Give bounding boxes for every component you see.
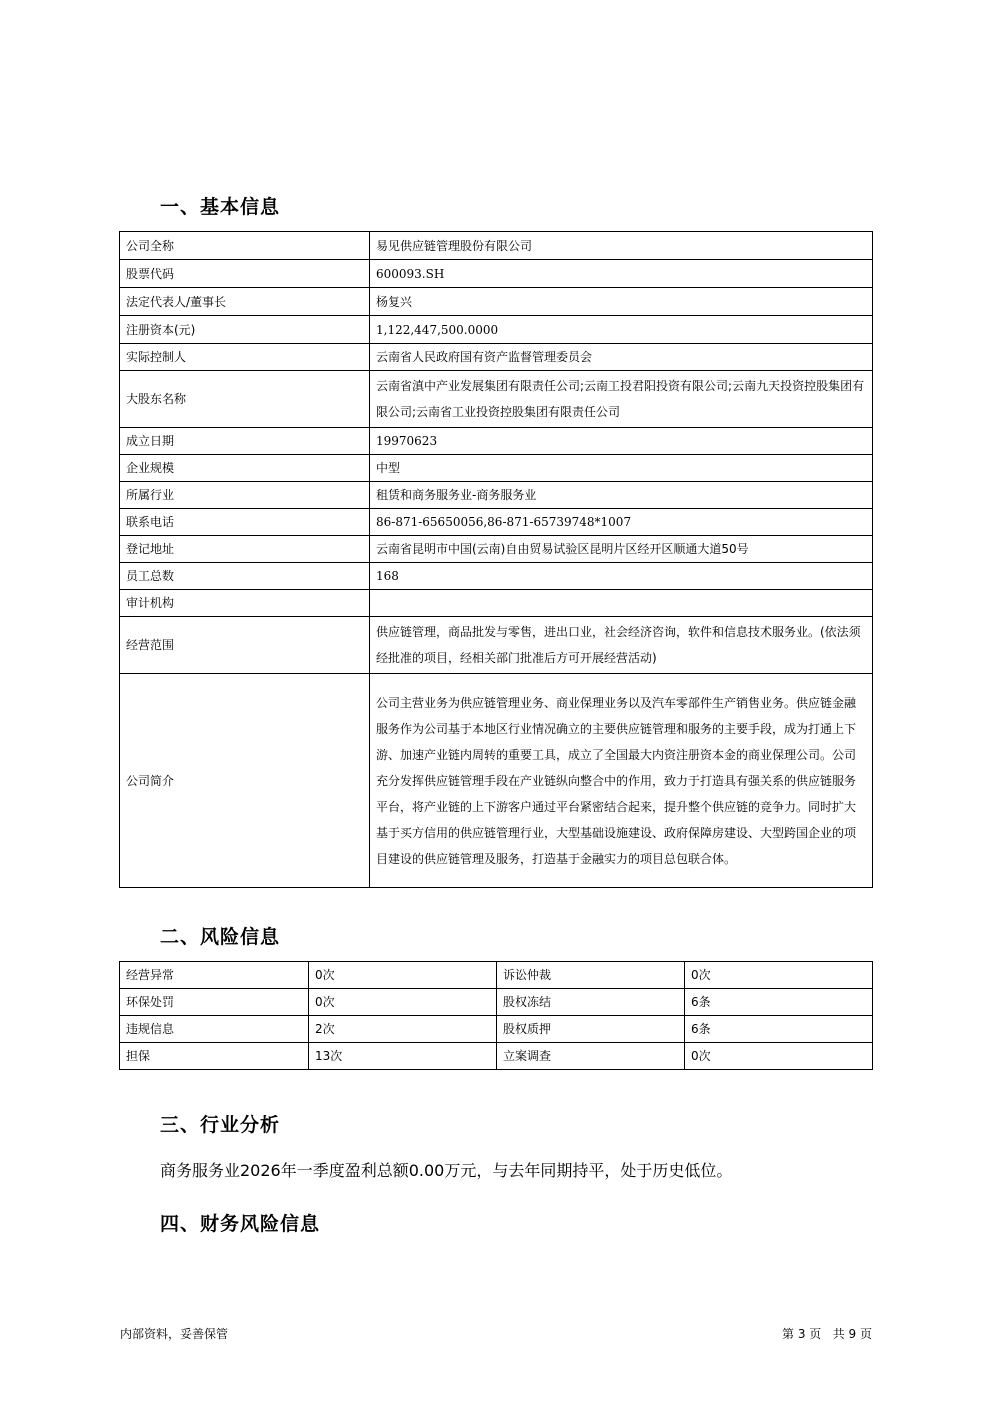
scale-label: 企业规模 (120, 455, 370, 482)
risk-value: 13次 (309, 1043, 497, 1070)
risk-label: 经营异常 (120, 962, 309, 989)
address-value: 云南省昆明市中国(云南)自由贸易试验区昆明片区经开区顺通大道50号 (370, 536, 873, 563)
footer-confidential-note: 内部资料，妥善保管 (120, 1327, 229, 1341)
risk-label: 诉讼仲裁 (497, 962, 685, 989)
founded-value: 19970623 (370, 428, 873, 455)
controller-label: 实际控制人 (120, 344, 370, 371)
stock-code-value: 600093.SH (370, 260, 873, 288)
basic-info-table (119, 231, 873, 888)
employees-value: 168 (370, 563, 873, 590)
table-row (120, 989, 873, 1016)
risk-value: 0次 (309, 989, 497, 1016)
industry-analysis-text: 商务服务业2026年一季度盈利总额0.00万元，与去年同期持平，处于历史低位。 (160, 1161, 733, 1180)
industry-label: 所属行业 (120, 482, 370, 509)
scope-value: 供应链管理，商品批发与零售，进出口业，社会经济咨询，软件和信息技术服务业。(依法须经批准的项目，经相关部门批准后方可开展经营活动) (370, 617, 873, 674)
scope-label: 经营范围 (120, 617, 370, 674)
footer-page-number: 第 3 页 共 9 页 (782, 1327, 872, 1341)
risk-value: 6条 (685, 1016, 873, 1043)
company-name-label: 公司全称 (120, 232, 370, 260)
intro-value: 公司主营业务为供应链管理业务、商业保理业务以及汽车零部件生产销售业务。供应链金融服务作为公司基于本地区行业情况确立的主要供应链管理和服务的主要手段，成为打通上下游、加速产业链内周转的重要工具，成立了全国最大内资注册资本金的商业保理公司。公司充分发挥供应链管理手段在产业链纵向整合中的作用，致力于打造具有强关系的供应链服务平台，将产业链的上下游客户通过平台紧密结合起来，提升整个供应链的竞争力。同时扩大基于买方信用的供应链管理行业，大型基础设施建设、政府保障房建设、大型跨国企业的项目建设的供应链管理及服务，打造基于金融实力的项目总包联合体。 (370, 674, 873, 888)
risk-value: 2次 (309, 1016, 497, 1043)
section-title-risk: 二、风险信息 (160, 926, 281, 948)
legal-rep-value: 杨复兴 (370, 288, 873, 316)
employees-label: 员工总数 (120, 563, 370, 590)
table-row (120, 1016, 873, 1043)
table-row (120, 1043, 873, 1070)
controller-value: 云南省人民政府国有资产监督管理委员会 (370, 344, 873, 371)
legal-rep-label: 法定代表人/董事长 (120, 288, 370, 316)
section-title-industry: 三、行业分析 (160, 1114, 281, 1136)
phone-label: 联系电话 (120, 509, 370, 536)
risk-info-table (119, 961, 873, 1070)
reg-capital-label: 注册资本(元) (120, 316, 370, 344)
phone-value: 86-871-65650056,86-871-65739748*1007 (370, 509, 873, 536)
section-title-basic: 一、基本信息 (160, 196, 281, 218)
stock-code-label: 股票代码 (120, 260, 370, 288)
intro-label: 公司简介 (120, 674, 370, 888)
risk-label: 担保 (120, 1043, 309, 1070)
auditor-value (370, 590, 873, 617)
founded-label: 成立日期 (120, 428, 370, 455)
risk-value: 0次 (685, 1043, 873, 1070)
auditor-label: 审计机构 (120, 590, 370, 617)
risk-value: 0次 (309, 962, 497, 989)
shareholders-label: 大股东名称 (120, 371, 370, 428)
section-title-finance: 四、财务风险信息 (160, 1213, 321, 1235)
risk-label: 股权质押 (497, 1016, 685, 1043)
risk-label: 违规信息 (120, 1016, 309, 1043)
company-name-value: 易见供应链管理股份有限公司 (370, 232, 873, 260)
shareholders-value: 云南省滇中产业发展集团有限责任公司;云南工投君阳投资有限公司;云南九天投资控股集团有限公司;云南省工业投资控股集团有限责任公司 (370, 371, 873, 428)
industry-value: 租赁和商务服务业-商务服务业 (370, 482, 873, 509)
risk-label: 股权冻结 (497, 989, 685, 1016)
risk-label: 立案调查 (497, 1043, 685, 1070)
reg-capital-value: 1,122,447,500.0000 (370, 316, 873, 344)
risk-value: 0次 (685, 962, 873, 989)
address-label: 登记地址 (120, 536, 370, 563)
risk-label: 环保处罚 (120, 989, 309, 1016)
scale-value: 中型 (370, 455, 873, 482)
table-row (120, 962, 873, 989)
risk-value: 6条 (685, 989, 873, 1016)
